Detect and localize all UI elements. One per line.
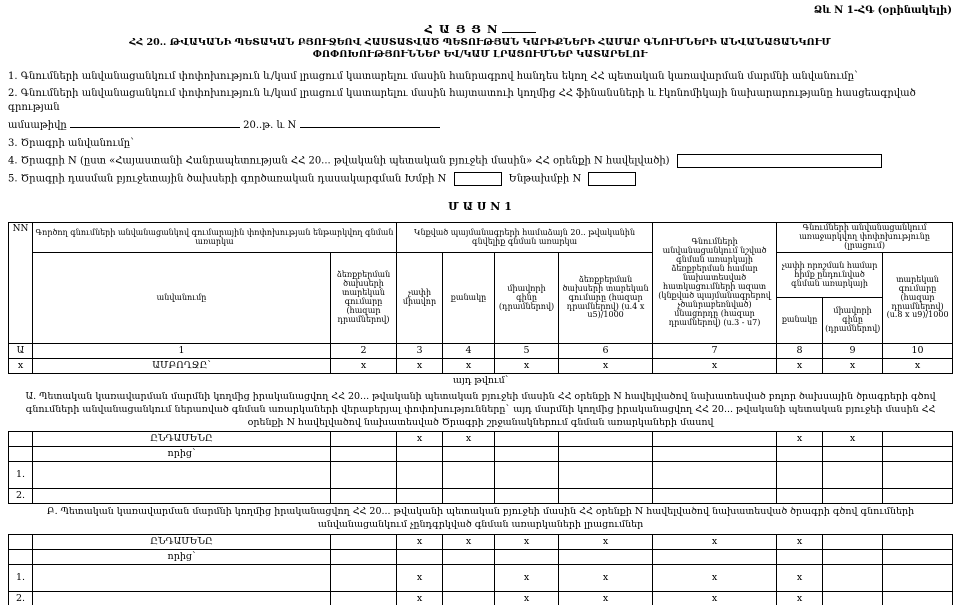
table-cell: 2	[331, 344, 397, 359]
table-cell	[397, 550, 443, 565]
table-cell	[883, 432, 953, 447]
table-cell: որից՝	[33, 550, 331, 565]
table-cell: x	[653, 359, 777, 374]
table-cell: x	[397, 535, 443, 550]
table-cell: x	[397, 359, 443, 374]
table-cell	[777, 447, 823, 462]
claim-number-blank[interactable]	[502, 22, 536, 33]
subgroup-number-box[interactable]	[588, 172, 636, 186]
table-cell	[823, 462, 883, 489]
table-cell: x	[653, 565, 777, 592]
table-cell	[495, 489, 559, 504]
form-title	[8, 18, 952, 37]
table-cell	[33, 489, 331, 504]
table-cell: x	[443, 359, 495, 374]
row-number-cell: 1.	[9, 462, 33, 489]
item-5	[8, 172, 952, 186]
col-header-name: անվանումը	[33, 253, 331, 344]
procurement-table	[8, 222, 953, 605]
table-cell	[823, 565, 883, 592]
row-number-cell	[9, 535, 33, 550]
table-cell	[331, 565, 397, 592]
row-number-cell	[9, 432, 33, 447]
letter-date-blank[interactable]	[70, 118, 240, 128]
row-number-cell: Ա	[9, 344, 33, 359]
table-cell	[331, 432, 397, 447]
table-cell	[823, 592, 883, 605]
item-4	[8, 154, 952, 168]
program-number-box[interactable]	[677, 154, 882, 168]
table-cell	[397, 489, 443, 504]
table-cell: x	[495, 565, 559, 592]
subgroup-header-basis: չափի որոշման համար հիմք ընդունված գնման առարկայի	[777, 253, 883, 298]
mid-note: այդ թվում՝	[452, 375, 509, 387]
item-2-line1: 2. Գնումների անվանացանկում փոփոխություն և/կամ լրացում կատարելու մասին հայտատուի կողմից ՀՀ ֆինանսների և էկոնոմիկայի նախարարությանը հասցեագրված գրության	[8, 88, 916, 113]
table-cell	[777, 489, 823, 504]
mid-note-row	[9, 374, 953, 389]
table-cell: x	[777, 359, 823, 374]
row-number-cell	[9, 550, 33, 565]
table-mid-notes	[9, 374, 953, 432]
table-row	[9, 592, 953, 605]
table-cell: 4	[443, 344, 495, 359]
table-cell	[495, 432, 559, 447]
table-cell	[883, 535, 953, 550]
table-cell	[883, 565, 953, 592]
table-cell	[443, 462, 495, 489]
table-cell	[559, 489, 653, 504]
table-row	[9, 432, 953, 447]
table-cell	[559, 432, 653, 447]
table-cell: 3	[397, 344, 443, 359]
table-cell	[443, 592, 495, 605]
table-cell	[823, 489, 883, 504]
section-a-rows	[9, 432, 953, 504]
table-row	[9, 565, 953, 592]
table-cell	[653, 447, 777, 462]
group-header-existing: Գործող գնումների անվանացանկով գումարային փոփոխության ենթարկվող գնման առարկա	[33, 223, 397, 253]
row-number-cell: 1.	[9, 565, 33, 592]
table-cell	[331, 592, 397, 605]
table-cell	[331, 489, 397, 504]
col-header-unit: չափի միավոր	[397, 253, 443, 344]
table-cell: 5	[495, 344, 559, 359]
table-cell	[397, 462, 443, 489]
table-cell	[331, 550, 397, 565]
section-a-paragraph-row	[9, 389, 953, 432]
table-cell: x	[495, 535, 559, 550]
table-cell	[883, 592, 953, 605]
row-number-cell: 2.	[9, 489, 33, 504]
table-cell	[443, 550, 495, 565]
table-cell: x	[823, 359, 883, 374]
section-b-paragraph-row	[9, 504, 953, 535]
table-cell	[331, 447, 397, 462]
item-1: 1. Գնումների անվանացանկում փոփոխություն և/կամ լրացում կատարելու մասին հանրագրով հանդես եկող ՀՀ պետական կառավարման մարմնի անվանումը՝	[8, 70, 858, 82]
table-cell: x	[883, 359, 953, 374]
table-row	[9, 359, 953, 374]
table-cell	[495, 462, 559, 489]
table-cell: ԱՄԲՈՂՋԸ՝	[33, 359, 331, 374]
table-cell: ԸՆԴԱՄԵՆԸ	[33, 432, 331, 447]
table-cell	[777, 550, 823, 565]
table-cell	[331, 535, 397, 550]
table-cell	[559, 462, 653, 489]
letter-number-blank[interactable]	[300, 118, 440, 128]
col-header-annual-amount: ձեռքբերման ծախսերի տարեկան գումարը (հազար դրամներով)	[331, 253, 397, 344]
section-b-rows	[9, 535, 953, 605]
table-cell: x	[823, 432, 883, 447]
table-cell	[823, 535, 883, 550]
table-cell: 1	[33, 344, 331, 359]
table-cell: x	[397, 432, 443, 447]
col-header-new-qty: քանակը	[777, 298, 823, 344]
section-b-paragraph: Բ. Պետական կառավարման մարմնի կողմից իրականացվող ՀՀ 20... թվականի պետական բյուջեի մասին ՀՀ օրենքի N հավելվածով նախատեսված ծրագրի գծով գնումների անվանացանկում չընդգրկված գնման առարկաների լրացումներ	[46, 506, 915, 531]
table-cell	[33, 462, 331, 489]
item-5-group-label: Խմբի N	[404, 173, 447, 185]
table-cell: x	[397, 592, 443, 605]
part-title: Մ Ա Ս N 1	[448, 200, 512, 214]
table-cell	[559, 550, 653, 565]
table-row	[9, 447, 953, 462]
table-cell	[443, 489, 495, 504]
table-cell: ԸՆԴԱՄԵՆԸ	[33, 535, 331, 550]
table-cell	[883, 462, 953, 489]
table-cell: x	[559, 535, 653, 550]
table-cell: 9	[823, 344, 883, 359]
table-cell: 8	[777, 344, 823, 359]
table-cell	[331, 462, 397, 489]
table-cell: x	[443, 535, 495, 550]
table-cell: x	[653, 535, 777, 550]
row-number-cell: x	[9, 359, 33, 374]
table-cell	[653, 550, 777, 565]
table-cell	[883, 447, 953, 462]
table-cell: x	[443, 432, 495, 447]
item-2-line2	[8, 118, 952, 133]
col-header-new-unit-price: միավորի գինը (դրամներով)	[823, 298, 883, 344]
table-cell: x	[777, 592, 823, 605]
table-top-rows	[9, 344, 953, 374]
subtitle-line-1: ՀՀ 20.. ԹՎԱԿԱՆԻ ՊԵՏԱԿԱՆ ԲՅՈՒՋԵՈՎ ՀԱՍՏԱՏՎԱԾ ՊԵՏՈՒԹՅԱՆ ԿԱՐԻՔՆԵՐԻ ՀԱՄԱՐ ԳՆՈՒՄՆԵՐԻ ԱՆՎԱՆԱՑԱՆԿՈՒՄ	[129, 37, 831, 48]
table-row	[9, 344, 953, 359]
table-cell	[397, 447, 443, 462]
table-cell	[443, 447, 495, 462]
group-header-proposed: Գնումների անվանացանկում առաջարկվող փոփոխությունը (լրացում)	[777, 223, 953, 253]
table-cell: 10	[883, 344, 953, 359]
table-cell	[495, 447, 559, 462]
table-cell: որից՝	[33, 447, 331, 462]
table-cell: x	[559, 359, 653, 374]
table-cell: x	[495, 359, 559, 374]
item-2-year-label: 20..թ. և N	[243, 120, 297, 132]
item-5-text: 5. Ծրագրի դասման բյուջետային ծախսերի գործառական դասակարգման	[8, 173, 402, 185]
table-cell: x	[559, 592, 653, 605]
table-cell	[33, 592, 331, 605]
table-cell	[883, 550, 953, 565]
table-cell: 7	[653, 344, 777, 359]
table-cell	[653, 432, 777, 447]
table-row	[9, 489, 953, 504]
table-cell	[653, 489, 777, 504]
table-row	[9, 462, 953, 489]
form-title-text: Հ Ա Յ Ց N	[424, 22, 499, 36]
table-cell	[33, 565, 331, 592]
table-cell: x	[331, 359, 397, 374]
item-4-text: 4. Ծրագրի N (ըստ «Հայաստանի Հանրապետության ՀՀ 20... թվականի պետական բյուջեի մասին» ՀՀ օրենքի N հավելվածի)	[8, 155, 670, 167]
table-cell	[883, 489, 953, 504]
item-3: 3. Ծրագրի անվանումը՝	[8, 137, 134, 149]
group-header-contracted: Կնքված պայմանագրերի համաձայն 20.. թվականին գնվելիք գնման առարկա	[397, 223, 653, 253]
table-cell: x	[495, 592, 559, 605]
col-header-contract-amount: ձեռքբերման ծախսերի տարեկան գումարը (հազար դրամներով) (ս.4 x ս5)/1000	[559, 253, 653, 344]
table-cell	[443, 565, 495, 592]
table-cell	[559, 447, 653, 462]
col-header-unit-price: միավորի գինը (դրամներով)	[495, 253, 559, 344]
col-header-free-balance: Գնումների անվանացանկում նշված գնման առարկայի ձեռքբերման համար նախատեսված հատկացումների ազատ (կնքված պայմանագրերով չծանրաբեռնված) մնացորդը (հազար դրամներով) (ս.3 - ս7)	[653, 223, 777, 344]
table-cell: x	[653, 592, 777, 605]
table-cell: x	[777, 535, 823, 550]
table-cell: x	[559, 565, 653, 592]
table-cell: 6	[559, 344, 653, 359]
col-header-nn: NN	[9, 223, 33, 344]
table-cell: x	[397, 565, 443, 592]
section-a-paragraph: Ա. Պետական կառավարման մարմնի կողմից իրականացվող ՀՀ 20... թվականի պետական բյուջեի մասին ՀՀ օրենքի N հավելվածով նախատեսված բոլոր ծախսային ծրագրերի գծով գնումների անվանացանկում ներառված գնման առարկաների վերաբերյալ փոփոխությունները` այդ մարմնի կողմից իրականացվող ՀՀ 20... թվականի պետական բյուջեի մասին ՀՀ օրենքի N հավելվածով նախատեսված Ծրագրի շրջանակներում գնման առարկաների մասով	[25, 390, 936, 428]
table-cell: x	[777, 565, 823, 592]
col-header-new-annual-amount: տարեկան գումարը (հազար դրամներով) (ս.8 x ս9)/1000	[883, 253, 953, 344]
item-5-subgroup-label: Ենթախմբի N	[508, 173, 582, 185]
table-cell	[653, 462, 777, 489]
table-cell	[823, 447, 883, 462]
table-cell	[495, 550, 559, 565]
table-cell	[777, 462, 823, 489]
row-number-cell: 2.	[9, 592, 33, 605]
row-number-cell	[9, 447, 33, 462]
section-b-paragraph-block	[9, 504, 953, 535]
table-row	[9, 535, 953, 550]
item-2-date-label: ամսաթիվը	[8, 120, 67, 132]
group-number-box[interactable]	[454, 172, 502, 186]
col-header-qty: քանակը	[443, 253, 495, 344]
subtitle-line-2: ՓՈՓՈԽՈՒԹՅՈՒՆՆԵՐ ԵՎ/ԿԱՄ ԼՐԱՑՈՒՄՆԵՐ ԿԱՏԱՐԵԼՈՒ	[312, 49, 648, 61]
form-code: Ձև N 1-ՀԳ (օրինակելի)	[813, 5, 952, 16]
table-row	[9, 550, 953, 565]
table-cell: x	[777, 432, 823, 447]
table-cell	[823, 550, 883, 565]
form-items	[8, 70, 952, 187]
